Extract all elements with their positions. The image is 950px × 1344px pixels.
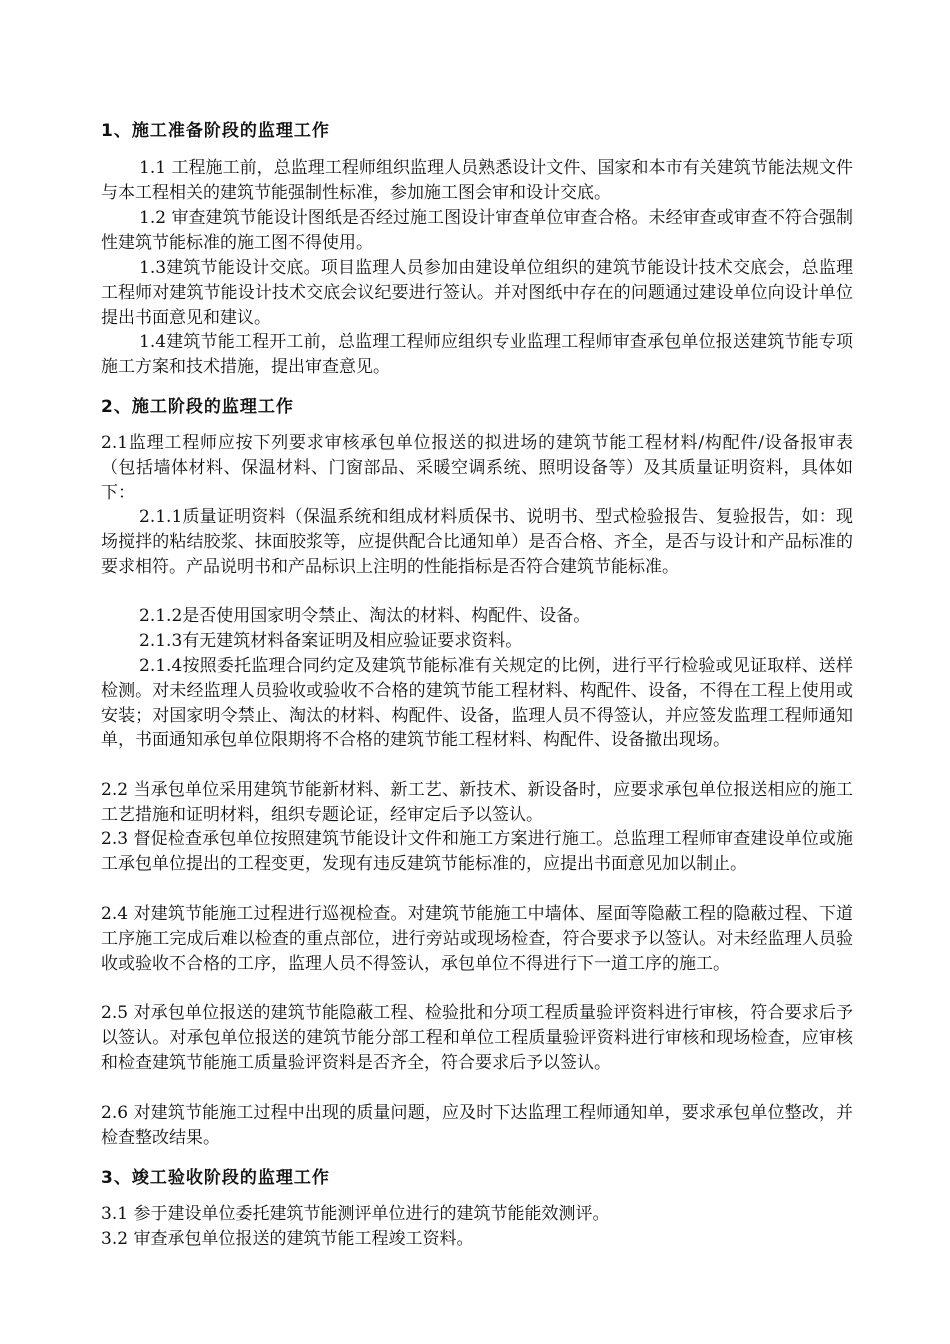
paragraph-2-1-4: 2.1.4按照委托监理合同约定及建筑节能标准有关规定的比例，进行平行检验或见证取样、送样检测。对未经监理人员验收或验收不合格的建筑节能工程材料、构配件、设备，不得在工程上使用或安装；对国家明令禁止、淘汰的材料、构配件、设备，监理人员不得签认，并应签发监理工程师通知单，书面通知承包单位限期将不合格的建筑节能工程材料、构配件、设备撤出现场。 [101,656,853,751]
paragraph-2-4: 2.4 对建筑节能施工过程进行巡视检查。对建筑节能施工中墙体、屋面等隐蔽工程的隐蔽过程、下道工序施工完成后难以检查的重点部位，进行旁站或现场检查，符合要求予以签认。对未经监理人员验收或验收不合格的工序，监理人员不得签认，承包单位不得进行下一道工序的施工。 [101,904,854,974]
paragraph-2-1-1: 2.1.1质量证明资料（保温系统和组成材料质保书、说明书、型式检验报告、复验报告，如：现场搅拌的粘结胶浆、抹面胶浆等，应提供配合比通知单）是否合格、齐全，是否与设计和产品标准的要求相符。产品说明书和产品标识上注明的性能指标是否符合建筑节能标准。 [101,507,853,577]
paragraph-1-3: 1.3建筑节能设计交底。项目监理人员参加由建设单位组织的建筑节能设计技术交底会，总监理工程师对建筑节能设计技术交底会议纪要进行签认。并对图纸中存在的问题通过建设单位向设计单位提出书面意见和建议。 [101,258,853,328]
paragraph-2-6: 2.6 对建筑节能施工过程中出现的质量问题，应及时下达监理工程师通知单，要求承包单位整改，并检查整改结果。 [101,1103,854,1148]
paragraph-1-2: 1.2 审查建筑节能设计图纸是否经过施工图设计审查单位审查合格。未经审查或审查不符合强制性建筑节能标准的施工图不得使用。 [101,208,853,253]
paragraph-2-2: 2.2 当承包单位采用建筑节能新材料、新工艺、新技术、新设备时，应要求承包单位报送相应的施工工艺措施和证明材料，组织专题论证，经审定后予以签认。 [101,780,854,825]
paragraph-3-1: 3.1 参于建设单位委托建筑节能测评单位进行的建筑节能能效测评。 [101,1204,610,1224]
paragraph-1-4: 1.4建筑节能工程开工前，总监理工程师应组织专业监理工程师审查承包单位报送建筑节能专项施工方案和技术措施，提出审查意见。 [101,332,853,377]
paragraph-2-5: 2.5 对承包单位报送的建筑节能隐蔽工程、检验批和分项工程质量验评资料进行审核，符合要求后予以签认。对承包单位报送的建筑节能分部工程和单位工程质量验评资料进行审核和现场检查，应审核和检查建筑节能施工质量验评资料是否齐全，符合要求后予以签认。 [101,1003,854,1073]
paragraph-2-1-2: 2.1.2是否使用国家明令禁止、淘汰的材料、构配件、设备。 [139,606,591,626]
section-3-heading: 3、竣工验收阶段的监理工作 [101,1168,330,1188]
paragraph-2-1: 2.1监理工程师应按下列要求审核承包单位报送的拟进场的建筑节能工程材料/构配件/设备报审表（包括墙体材料、保温材料、门窗部品、采暖空调系统、照明设备等）及其质量证明资料，具体如下： [101,433,853,503]
section-2-heading: 2、施工阶段的监理工作 [101,397,294,417]
paragraph-1-1: 1.1 工程施工前，总监理工程师组织监理人员熟悉设计文件、国家和本市有关建筑节能法规文件与本工程相关的建筑节能强制性标准，参加施工图会审和设计交底。 [101,158,853,203]
paragraph-3-2: 3.2 审查承包单位报送的建筑节能工程竣工资料。 [101,1229,474,1249]
paragraph-2-1-3: 2.1.3有无建筑材料备案证明及相应验证要求资料。 [139,631,523,651]
section-1-heading: 1、施工准备阶段的监理工作 [101,121,330,141]
paragraph-2-3: 2.3 督促检查承包单位按照建筑节能设计文件和施工方案进行施工。总监理工程师审查建设单位或施工承包单位提出的工程变更，发现有违反建筑节能标准的，应提出书面意见加以制止。 [101,829,854,874]
